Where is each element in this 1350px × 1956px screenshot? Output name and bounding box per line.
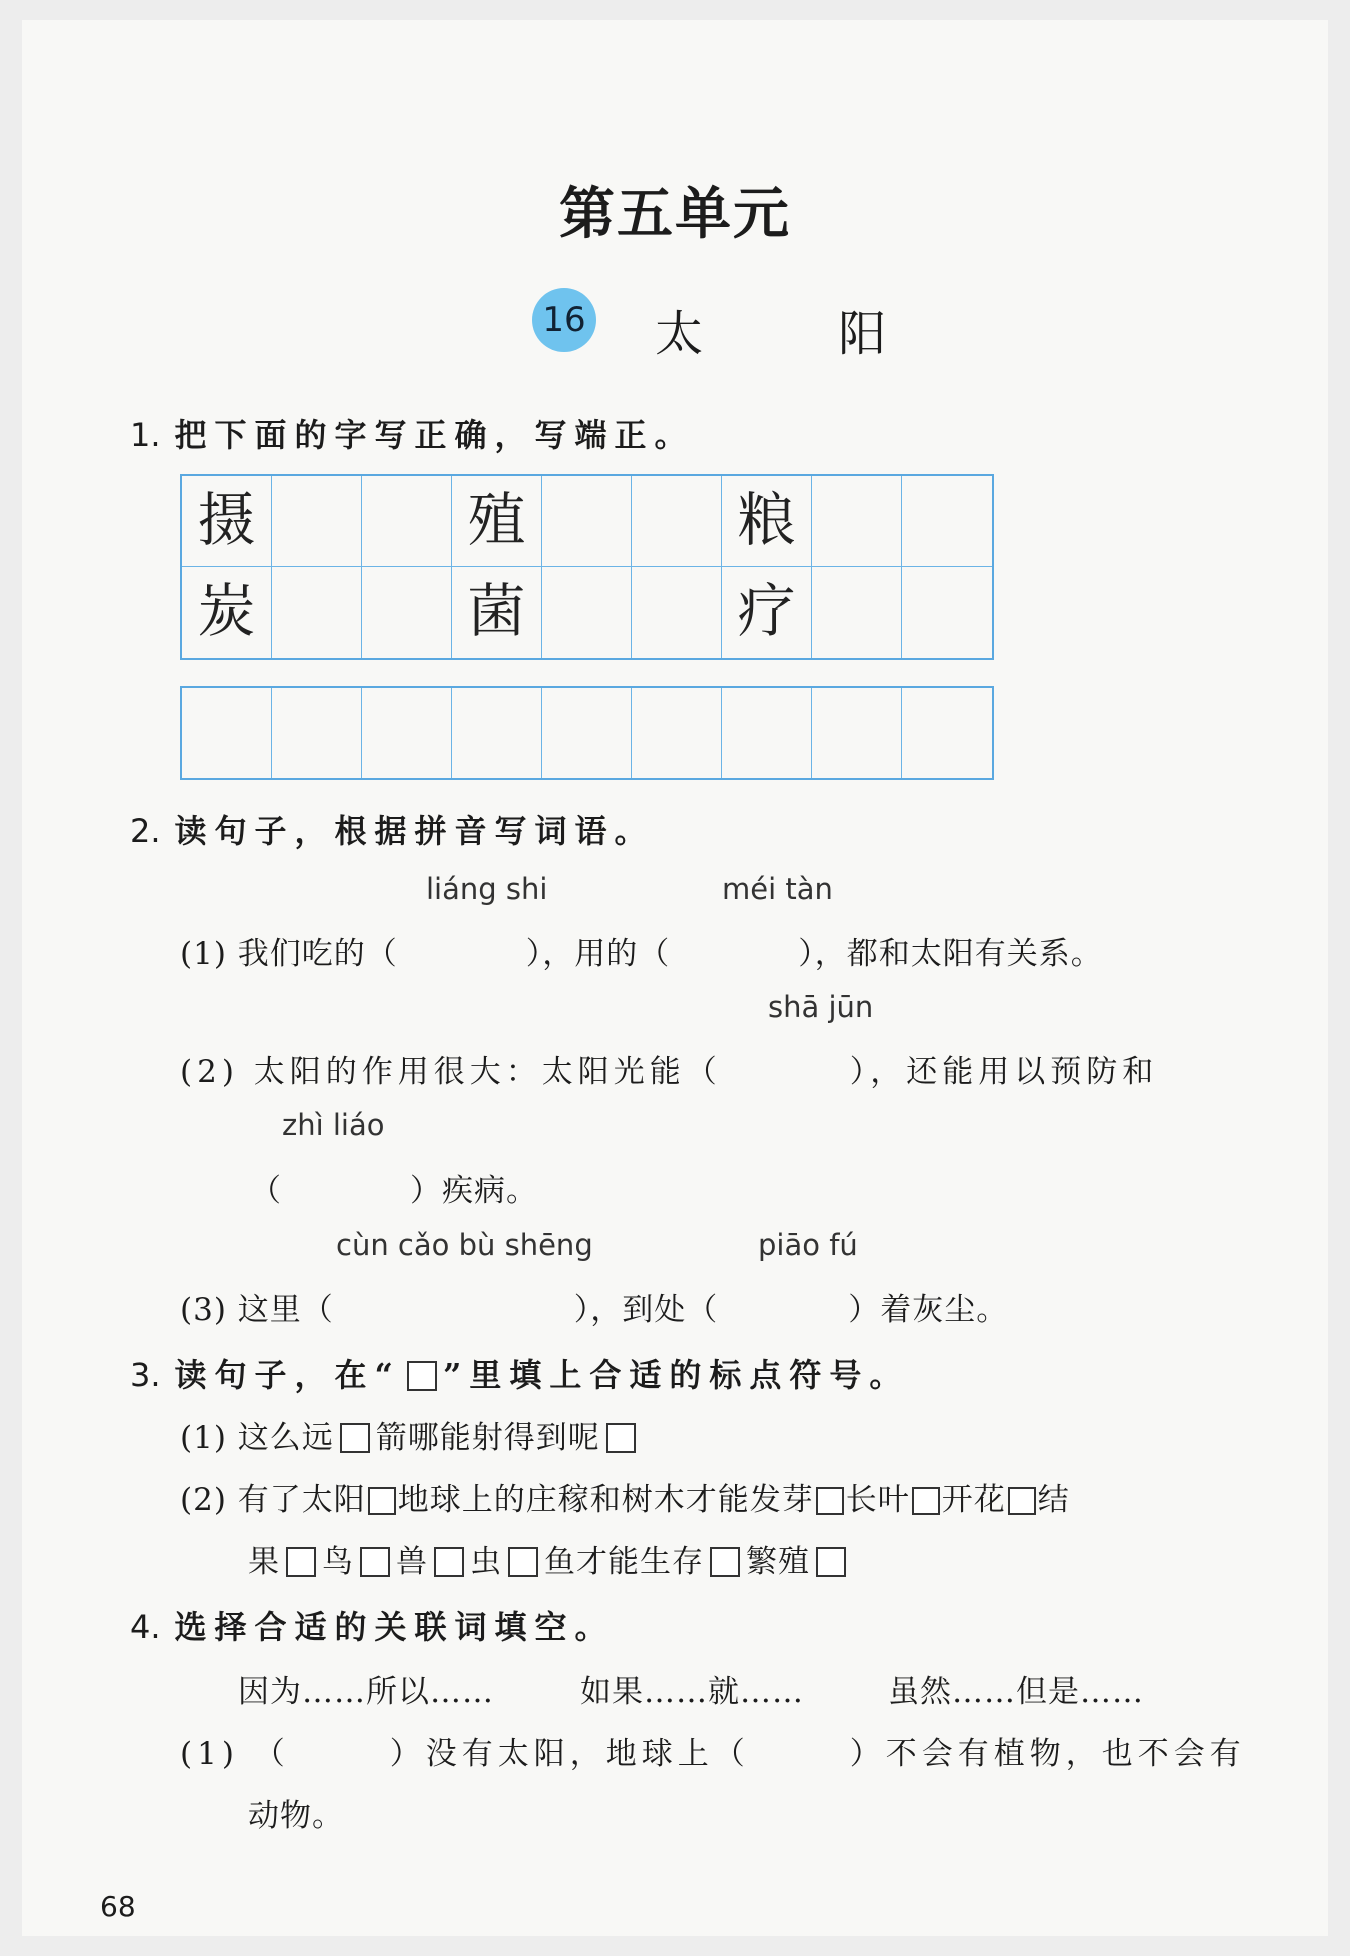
sentence-2-3	[180, 1284, 1008, 1329]
conjunction-option: 因为……所以……	[238, 1674, 494, 1710]
unit-title: 第五单元	[559, 181, 791, 247]
conjunction-option: 虽然……但是……	[888, 1674, 1144, 1710]
punctuation-box[interactable]	[816, 1487, 844, 1515]
question-3-number: 3.	[130, 1356, 161, 1394]
grid-cell[interactable]	[812, 567, 902, 658]
text: 长叶	[845, 1482, 910, 1518]
text: 这么远	[237, 1420, 334, 1456]
text: 这里（	[237, 1292, 334, 1328]
item-label: (2)	[180, 1482, 227, 1518]
grid-cell[interactable]	[902, 567, 992, 658]
grid-cell[interactable]	[542, 476, 632, 567]
punctuation-box[interactable]	[816, 1547, 846, 1577]
question-3-heading	[130, 1350, 909, 1396]
punctuation-box[interactable]	[508, 1547, 538, 1577]
text: 我们吃的（	[237, 936, 398, 972]
punctuation-box[interactable]	[360, 1547, 390, 1577]
text: 地球上的庄稼和树木才能发芽	[397, 1482, 814, 1518]
grid-cell[interactable]	[722, 688, 812, 778]
grid-cell: 炭	[182, 567, 272, 658]
text: 兽	[396, 1544, 428, 1580]
text: ）没有太阳，地球上（	[389, 1736, 750, 1772]
grid-cell[interactable]	[902, 476, 992, 567]
grid-cell[interactable]	[362, 688, 452, 778]
punctuation-box[interactable]	[710, 1547, 740, 1577]
punctuation-box[interactable]	[368, 1487, 396, 1515]
sentence-2-1	[180, 928, 1103, 973]
item-label: (2)	[180, 1054, 239, 1090]
grid-cell: 粮	[722, 476, 812, 567]
question-4-text: 选择合适的关联词填空。	[174, 1608, 615, 1646]
text: ），都和太阳有关系。	[798, 936, 1103, 972]
question-1-heading	[130, 410, 695, 456]
box-symbol	[407, 1361, 437, 1391]
grid-cell[interactable]	[812, 476, 902, 567]
pinyin: shā jūn	[768, 990, 874, 1024]
grid-cell: 疗	[722, 567, 812, 658]
writing-grid	[180, 474, 994, 660]
grid-cell[interactable]	[812, 688, 902, 778]
grid-cell[interactable]	[632, 688, 722, 778]
pinyin: méi tàn	[722, 872, 833, 906]
sentence-2-2-continued	[250, 1165, 538, 1210]
text: ）着灰尘。	[848, 1292, 1009, 1328]
question-3-text: 读句子，在“	[174, 1356, 401, 1394]
item-label: (1)	[180, 936, 227, 972]
text: 繁殖	[746, 1544, 810, 1580]
grid-cell[interactable]	[182, 688, 272, 778]
sentence-3-2-continued	[248, 1536, 852, 1581]
lesson-title: 太 阳	[655, 306, 947, 362]
question-3-text: ”里填上合适的标点符号。	[442, 1356, 910, 1394]
question-2-heading	[130, 806, 655, 852]
lesson-number-badge: 16	[532, 288, 596, 352]
grid-cell[interactable]	[272, 688, 362, 778]
text: （	[250, 1173, 282, 1209]
pinyin: cùn cǎo bù shēng	[336, 1228, 593, 1262]
grid-cell[interactable]	[542, 688, 632, 778]
page-number: 68	[100, 1890, 136, 1923]
grid-cell[interactable]	[632, 567, 722, 658]
item-label: (1)	[180, 1420, 227, 1456]
question-1-number: 1.	[130, 416, 161, 454]
text: 开花	[941, 1482, 1006, 1518]
grid-cell: 菌	[452, 567, 542, 658]
punctuation-box[interactable]	[1008, 1487, 1036, 1515]
sentence-3-2	[180, 1474, 1070, 1519]
text: 鸟	[322, 1544, 354, 1580]
punctuation-box[interactable]	[286, 1547, 316, 1577]
grid-cell[interactable]	[272, 476, 362, 567]
grid-cell: 殖	[452, 476, 542, 567]
punctuation-box[interactable]	[434, 1547, 464, 1577]
grid-cell[interactable]	[362, 476, 452, 567]
item-label: (1)	[180, 1736, 239, 1772]
text: ）疾病。	[410, 1173, 538, 1209]
text: ），用的（	[525, 936, 671, 972]
punctuation-box[interactable]	[340, 1423, 370, 1453]
text: 虫	[470, 1544, 502, 1580]
pinyin: liáng shi	[426, 872, 548, 906]
text: ），还能用以预防和	[849, 1054, 1159, 1090]
text: ）不会有植物，也不会有	[849, 1736, 1246, 1772]
writing-grid-blank	[180, 686, 994, 780]
grid-cell[interactable]	[452, 688, 542, 778]
pinyin: zhì liáo	[282, 1108, 385, 1142]
question-4-heading	[130, 1602, 615, 1648]
text: （	[253, 1736, 290, 1772]
item-label: (3)	[180, 1292, 227, 1328]
question-1-text: 把下面的字写正确，写端正。	[174, 416, 695, 454]
sentence-3-1	[180, 1412, 642, 1457]
text: 太阳的作用很大：太阳光能（	[253, 1054, 722, 1090]
grid-cell: 摄	[182, 476, 272, 567]
text: 箭哪能射得到呢	[375, 1420, 600, 1456]
conjunction-option: 如果……就……	[580, 1674, 804, 1710]
pinyin: piāo fú	[758, 1228, 858, 1262]
sentence-4-1	[180, 1728, 1246, 1773]
punctuation-box[interactable]	[606, 1423, 636, 1453]
question-2-text: 读句子，根据拼音写词语。	[174, 812, 655, 850]
grid-cell[interactable]	[902, 688, 992, 778]
text: ），到处（	[573, 1292, 719, 1328]
question-4-number: 4.	[130, 1608, 161, 1646]
grid-cell[interactable]	[362, 567, 452, 658]
sentence-2-2	[180, 1046, 1158, 1091]
punctuation-box[interactable]	[912, 1487, 940, 1515]
text: 结	[1037, 1482, 1070, 1518]
question-2-number: 2.	[130, 812, 161, 850]
text: 鱼才能生存	[544, 1544, 704, 1580]
text: 有了太阳	[237, 1482, 366, 1518]
grid-cell[interactable]	[632, 476, 722, 567]
text: 果	[248, 1544, 280, 1580]
grid-cell[interactable]	[542, 567, 632, 658]
grid-cell[interactable]	[272, 567, 362, 658]
sentence-4-1-continued: 动物。	[248, 1798, 344, 1834]
